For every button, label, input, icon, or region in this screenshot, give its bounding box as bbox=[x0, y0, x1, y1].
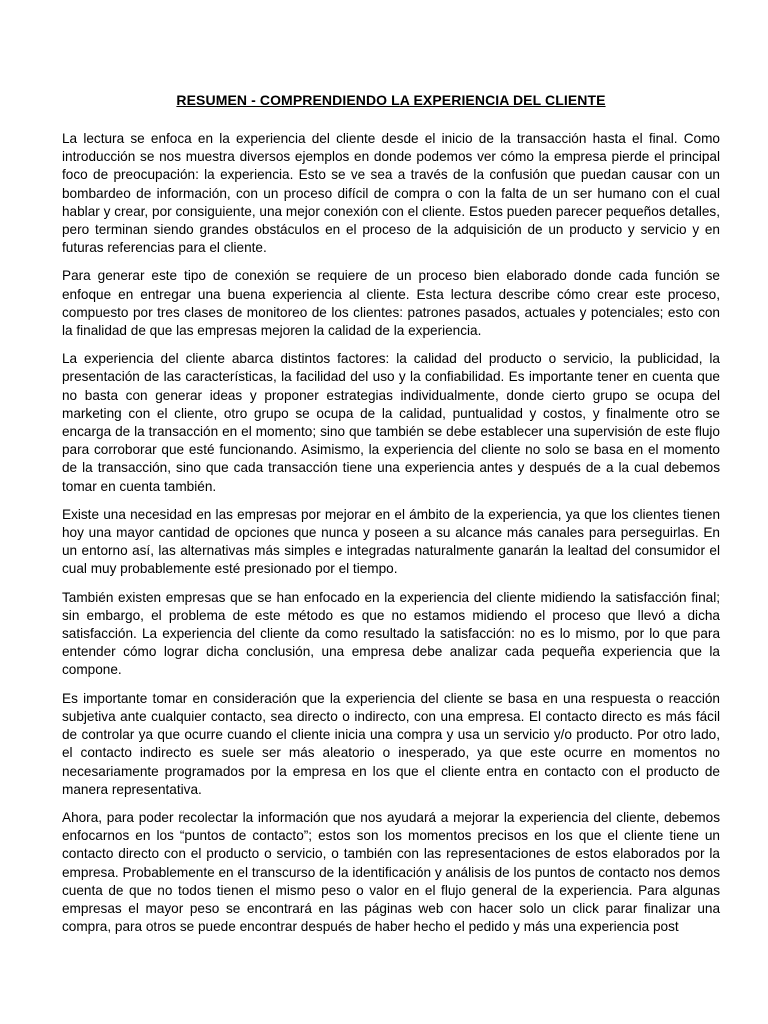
paragraph-2: Para generar este tipo de conexión se requiere de un proceso bien elaborado donde cada función se enfoque en entregar una buena experiencia al cliente. Esta lectura describe cómo crear este proceso, compuesto por tres clases de monitoreo de los clientes: patrones pasados, actuales y potenciales; esto con la finalidad de que las empresas mejoren la calidad de la experiencia. bbox=[62, 268, 720, 339]
paragraph-4: Existe una necesidad en las empresas por mejorar en el ámbito de la experiencia, ya que los clientes tienen hoy una mayor cantidad de opciones que nunca y poseen a su alcance más canales para perseguirlas. En un entorno así, las alternativas más simples e integradas naturalmente ganarán la lealtad del consumidor el cual muy probablemente esté presionado por el tiempo. bbox=[62, 506, 720, 577]
document-body bbox=[62, 130, 720, 936]
document-title: RESUMEN - COMPRENDIENDO LA EXPERIENCIA DEL CLIENTE bbox=[176, 92, 606, 108]
paragraph-7: Ahora, para poder recolectar la información que nos ayudará a mejorar la experiencia del cliente, debemos enfocarnos en los “puntos de contacto”; estos son los momentos precisos en los que el cliente tiene un contacto directo con el producto o servicio, o también con las representaciones de estos elaborados por la empresa. Probablemente en el transcurso de la identificación y análisis de los puntos de contacto nos demos cuenta de que no todos tienen el mismo peso o valor en el flujo general de la experiencia. Para algunas empresas el mayor peso se encontrará en las páginas web con hacer solo un click parar finalizar una compra, para otros se puede encontrar después de haber hecho el pedido y más una experiencia post bbox=[62, 809, 720, 935]
paragraph-3: La experiencia del cliente abarca distintos factores: la calidad del producto o servicio, la publicidad, la presentación de las características, la facilidad del uso y la confiabilidad. Es importante tener en cuenta que no basta con generar ideas y proponer estrategias individualmente, donde cierto grupo se ocupa del marketing con el cliente, otro grupo se ocupa de la calidad, puntualidad y costos, y finalmente otro se encarga de la transacción en el momento; sino que también se debe establecer una supervisión de este flujo para corroborar que esté funcionando. Asimismo, la experiencia del cliente no solo se basa en el momento de la transacción, sino que cada transacción tiene una experiencia antes y después de a la cual debemos tomar en cuenta también. bbox=[62, 351, 720, 494]
paragraph-5: También existen empresas que se han enfocado en la experiencia del cliente midiendo la satisfacción final; sin embargo, el problema de este método es que no estamos midiendo el proceso que llevó a dicha satisfacción. La experiencia del cliente da como resultado la satisfacción: no es lo mismo, por lo que para entender cómo lograr dicha conclusión, una empresa debe analizar cada pequeña experiencia que la compone. bbox=[62, 589, 720, 678]
paragraph-6: Es importante tomar en consideración que la experiencia del cliente se basa en una respuesta o reacción subjetiva ante cualquier contacto, sea directo o indirecto, con una empresa. El contacto directo es más fácil de controlar ya que ocurre cuando el cliente inicia una compra y usa un servicio y/o producto. Por otro lado, el contacto indirecto es suele ser más aleatorio o inesperado, ya que este ocurre en momentos no necesariamente programados por la empresa en los que el cliente entra en contacto con el producto de manera representativa. bbox=[62, 690, 720, 797]
paragraph-1: La lectura se enfoca en la experiencia del cliente desde el inicio de la transacción hasta el final. Como introducción se nos muestra diversos ejemplos en donde podemos ver cómo la empresa pierde el principal foco de preocupación: la experiencia. Esto se ve sea a través de la confusión que puedan causar con un bombardeo de información, con un proceso difícil de compra o con la falta de un ser humano con el cual hablar y crear, por consiguiente, una mejor conexión con el cliente. Estos pueden parecer pequeños detalles, pero terminan siendo grandes obstáculos en el proceso de la adquisición de un producto y servicio y en futuras referencias para el cliente. bbox=[62, 131, 720, 256]
